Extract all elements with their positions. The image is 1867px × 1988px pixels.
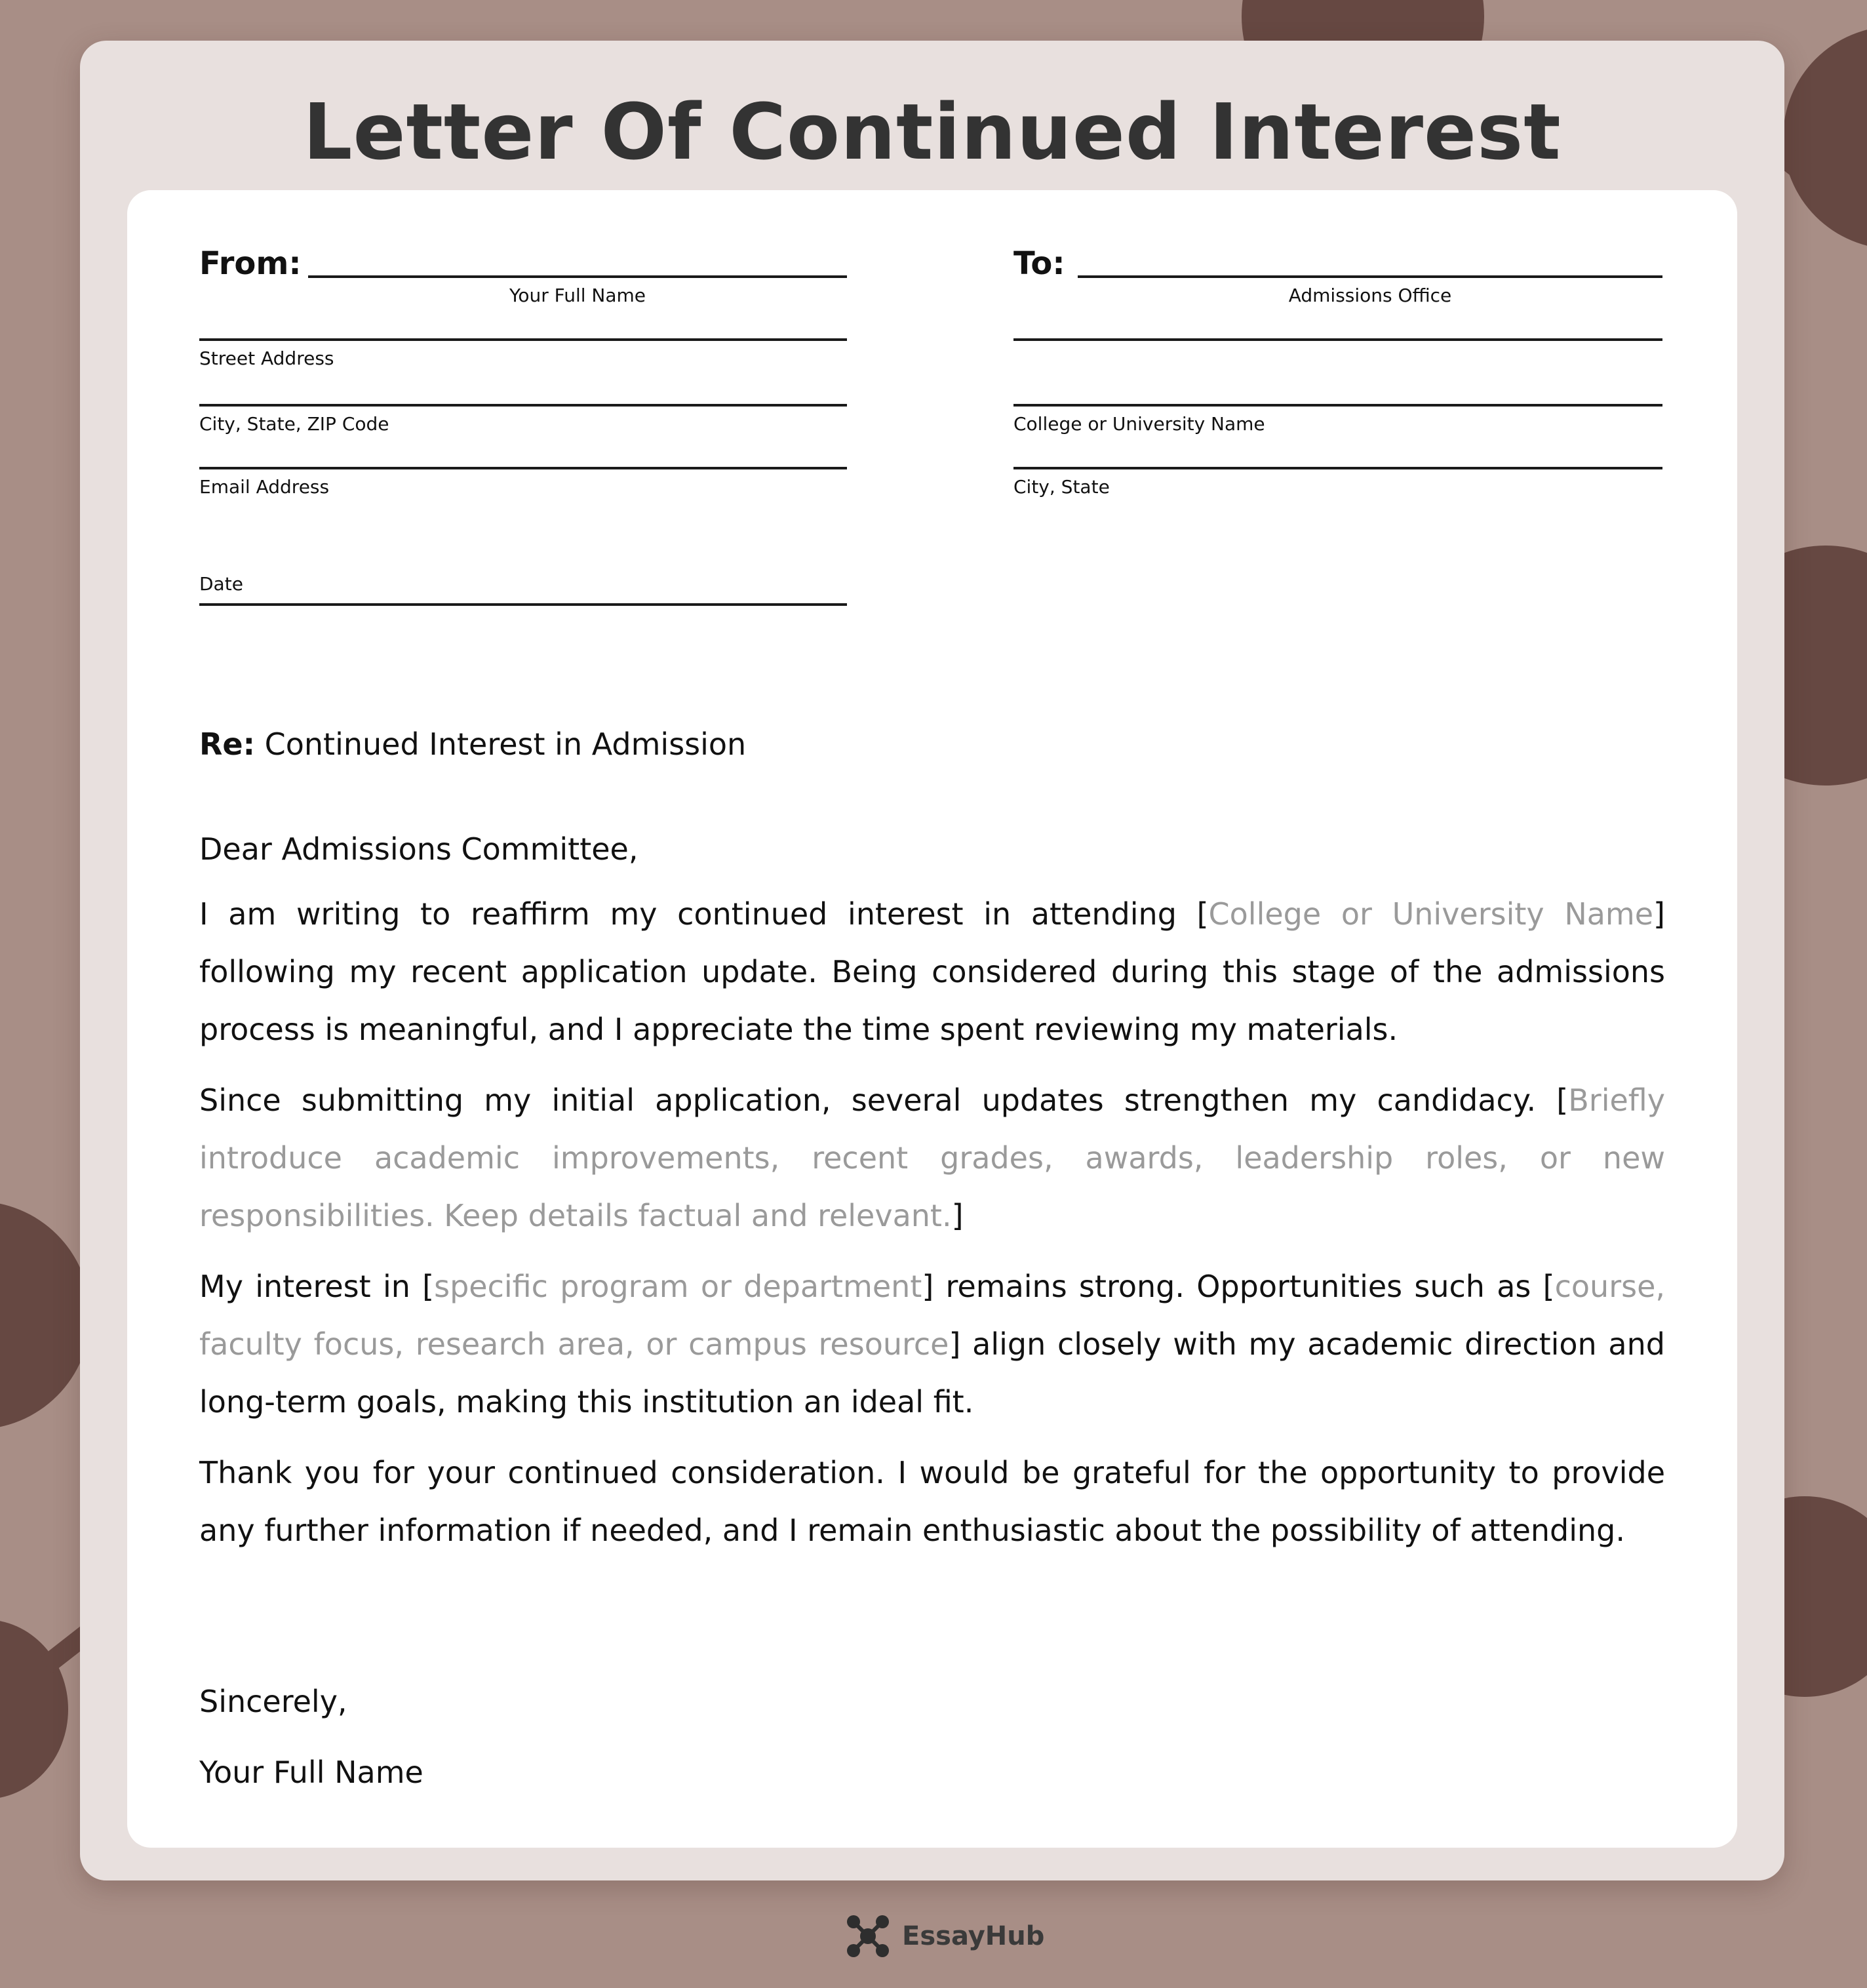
- placeholder-updates[interactable]: Briefly introduce academic improvements, recent grades, awards, leadership roles, or new responsibilities. Keep details factual and relevant.: [199, 1083, 1665, 1233]
- date-caption: Date: [199, 573, 243, 595]
- street-address-caption: Street Address: [199, 348, 334, 369]
- salutation: Dear Admissions Committee,: [199, 831, 639, 867]
- paragraph-3-text-c: ] align closely with my academic direction and long-term goals, making this institution an ideal fit.: [199, 1326, 1665, 1420]
- paragraph-1-text-b: ] following my recent application update. Being considered during this stage of the admissions process is meaningful, and I appreciate the time spent reviewing my materials.: [199, 896, 1665, 1047]
- admissions-office-caption: Admissions Office: [1288, 285, 1452, 306]
- brand[interactable]: [846, 1913, 1044, 1959]
- re-text: Continued Interest in Admission: [255, 726, 747, 762]
- placeholder-college-name[interactable]: College or University Name: [1208, 896, 1654, 932]
- placeholder-opportunities[interactable]: course, faculty focus, research area, or campus resource: [199, 1269, 1666, 1362]
- placeholder-program[interactable]: specific program or department: [434, 1269, 922, 1304]
- to-blank-line[interactable]: [1013, 338, 1662, 341]
- city-state-zip-line[interactable]: [199, 404, 847, 407]
- paragraph-3-text-b: ] remains strong. Opportunities such as [: [922, 1269, 1555, 1304]
- college-name-caption: College or University Name: [1013, 413, 1265, 435]
- email-address-line[interactable]: [199, 467, 847, 469]
- letter-card: [80, 41, 1784, 1880]
- signature-name: Your Full Name: [199, 1755, 423, 1790]
- essayhub-logo-icon: [846, 1914, 890, 1958]
- paragraph-3: [199, 1258, 1665, 1431]
- city-state-zip-caption: City, State, ZIP Code: [199, 413, 389, 435]
- paragraph-2-text-a: Since submitting my initial application, several updates strengthen my candidacy. [: [199, 1083, 1569, 1118]
- to-city-state-caption: City, State: [1013, 476, 1110, 498]
- to-office-line[interactable]: [1078, 275, 1662, 278]
- from-name-line[interactable]: [308, 275, 847, 278]
- to-city-state-line[interactable]: [1013, 467, 1662, 469]
- decor-circle-left-mid: [0, 1201, 90, 1429]
- from-label: From:: [199, 245, 302, 282]
- college-name-line[interactable]: [1013, 404, 1662, 407]
- street-address-line[interactable]: [199, 338, 847, 341]
- letter-sheet: [127, 190, 1737, 1848]
- to-label: To:: [1013, 245, 1065, 282]
- decor-circle-top-right: [1783, 26, 1867, 249]
- paragraph-2: [199, 1071, 1665, 1244]
- date-line[interactable]: [199, 603, 847, 606]
- email-address-caption: Email Address: [199, 476, 330, 498]
- closing: Sincerely,: [199, 1684, 347, 1719]
- subject-line: [199, 721, 1665, 767]
- paragraph-4: Thank you for your continued consideration. I would be grateful for the opportunity to provide any further information if needed, and I remain enthusiastic about the possibility of attending.: [199, 1455, 1665, 1548]
- paragraph-2-text-b: ]: [951, 1198, 964, 1233]
- paragraph-1-text-a: I am writing to reaffirm my continued interest in attending [: [199, 896, 1209, 932]
- paragraph-1: [199, 885, 1665, 1058]
- re-label: Re:: [199, 726, 256, 762]
- page-title: Letter Of Continued Interest: [303, 87, 1562, 177]
- brand-name: EssayHub: [902, 1921, 1045, 1951]
- paragraph-3-text-a: My interest in [: [199, 1269, 435, 1304]
- from-name-caption: Your Full Name: [509, 285, 646, 306]
